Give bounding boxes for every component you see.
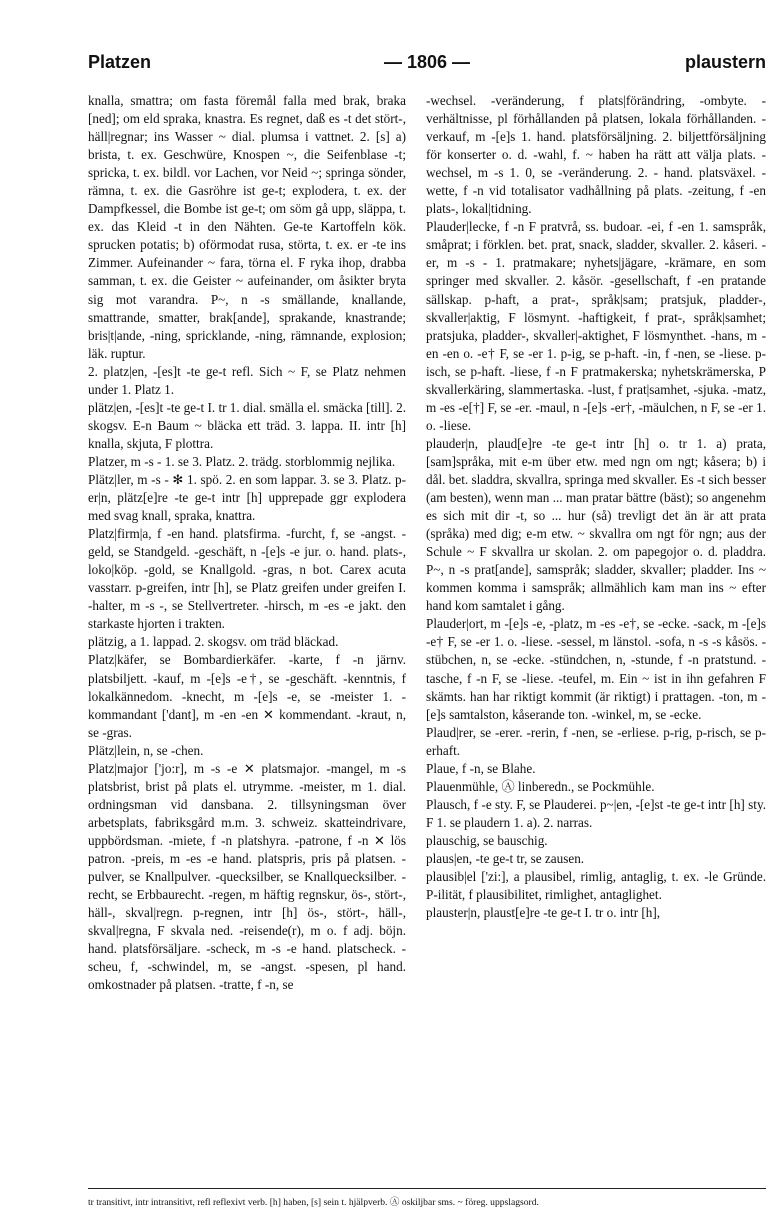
dictionary-entry: plauschig, se bauschig. [426,832,548,848]
dictionary-entry: Plausch, f -e sty. F, se Plauderei. p~|en, -[e]st -te ge-t intr [h] sty. F 1. se plaudern 1. a). 2. narras. [426,796,766,830]
dictionary-entry: plausib|el ['zi:], a plausibel, rimlig, antaglig, t. ex. -le Gründe. P-ilität, f plausibilitet, rimlighet, antaglighet. [426,869,766,903]
dictionary-entry: plauster|n, plaust[e]re -te ge-t I. tr o. intr [h], [426,905,661,921]
dictionary-entry: Plätz|ler, m -s - ✻ 1. spö. 2. en som lappar. 3. se 3. Platz. p-er|n, plätz[e]re -te ge-t intr [h] upprepade ggr explodera med svag knall, spraka, knattra. [88,471,406,524]
footer-divider [88,1188,766,1189]
dictionary-entry: Plauenmühle, Ⓐ linberedn., se Pockmühle. [426,778,655,794]
dictionary-entry: plätzig, a 1. lappad. 2. skogsv. om träd bläckad. [88,634,339,650]
dictionary-entry: plaus|en, -te ge-t tr, se zausen. [426,850,585,866]
dictionary-entry: Plaud|rer, se -erer. -rerin, f -nen, se -erliese. p-rig, p-risch, se p-erhaft. [426,724,766,758]
page-header [88,52,766,82]
dictionary-entry: Plaue, f -n, se Blahe. [426,760,536,776]
dictionary-entry: plauder|n, plaud[e]re -te ge-t intr [h] o. tr 1. a) prata, [sam]språka, mit e-m über etw. med ngn om ngt; kåsera; b) i dål. bet. sladdra, skvallra, springa med skvaller. Es -t sich besser (am besten), wenn man ... man pratar bättre (bäst); so angenehm es sich mit dir -t, so ... hur (så) trevligt det än är att prata (språka) med dig; e-m etw. ~ skvallra om ngt för ngn; aus der Schule ~ F skvallra ur skolan. 2. om papegojor o. d. pladdra. P~, n -s prat[ande], samspråk; sladder, skvaller; pladder. Ins ~ kommen komma i samspråk; allmählich kam man ins ~ efter hand kom samtalet i gång. [426,435,766,614]
header-right-guideword: plaustern [684,52,766,72]
dictionary-entry: -wechsel. -veränderung, f plats|förändring, -ombyte. -verhältnisse, pl förhållanden på platsen, lokala förhållanden. -verkauf, m -[e]s 1. hand. platsförsäljning. 2. biljettförsäljning för konserter o. d. -wahl, f. ~ haben ha rätt att välja plats. -wechsel, m -s 1. 0, se -veränderung. 2. - hand. platsväxel. -wette, f -n vid totalisator vadhållning på plats. -zeitung, f -en plats-, lokal|tidning. [426,93,766,217]
dictionary-entry: Platz|major ['jo:r], m -s -e ✕ platsmajor. -mangel, m -s platsbrist, brist på plats el. utrymme. -meister, m 1. dial. ordningsman vid dansbana. 2. tillsyningsman över arbetsplats, fabriksgård m.m. 3. schweiz. skatteindrivare, uppbördsman. -miete, f -n platshyra. -patrone, f -n ✕ lös patron. -preis, m -es -e hand. platspris, pris på platsen. -pulver, se Knallpulver. -quecksilber, se Knallquecksilber. -recht, se Erbbaurecht. -regen, m häftig regnskur, ös-, stört-, häll-, skval|regn. p-regnen, intr [h] ös-, stört-, häll-, skval|regna, F skvala ned. -reisende(r), m o. f adj. böjn. hand. platsförsäljare. -scheck, m -s -e hand. platscheck. -scheu, f, -schwindel, m, se -angst. -spesen, pl hand. omkostnader på platsen. -tratte, f -n, se [88,760,406,993]
dictionary-entry: knalla, smattra; om fasta föremål falla med brak, braka [ned]; om eld spraka, knastra. Es regnet, daß es -t det stört-, häll|regnar; ins Wasser ~ dial. plumsa i vattnet. 2. [s] a) brista, t. ex. Geschwüre, Knospen ~, die Seifenblase -t; spricka, t. ex. bildl. vor Lachen, vor Neid ~; springa sönder, rämna, t. ex. die Gasröhre ist ge-t; explodera, t. ex. der Dampfkessel, die Bombe ist ge-t; om söm gå upp, släppa, t. ex. das Kleid -t in den Nähten. Ge-te Kartoffeln kök. sprucken potatis; b) oförmodat rusa, störta, t. ex. er -te ins Zimmer. Aufeinander ~ fara, törna el. F ryka ihop, drabba samman, t. ex. die Geister ~ aufeinander, om åsikter bryta sig mot varandra. P~, n -s smällande, knallande, smattrande, smatter, brak[ande], sprakande, knastrande; bris|t|ande, -ning, spricklande, -ning, rämnande, explosion; läk. ruptur. [88,93,406,361]
header-left-guideword: Platzen [88,52,152,72]
dictionary-entry: plätz|en, -[es]t -te ge-t I. tr 1. dial. smälla el. smäcka [till]. 2. skogsv. E-n Baum ~ bläcka ett träd. 3. lappa. II. intr [h] knalla, skjuta, F plottra. [88,399,406,451]
dictionary-entry: Platz|käfer, se Bombardierkäfer. -karte, f -n järnv. platsbiljett. -kauf, m -[e]s -e†, se -geschäft. -kenntnis, f lokalkännedom. -knecht, m -[e]s -e, se -meister 1. -kommandant ['dant], m -en -en ✕ kommendant. -kraut, n, se -gras. [88,652,406,740]
dictionary-entry: 2. platz|en, -[es]t -te ge-t refl. Sich ~ F, se Platz nehmen under 1. Platz 1. [88,363,406,397]
dictionary-entry: Plätz|lein, n, se -chen. [88,742,204,758]
right-column [426,92,766,922]
left-column [88,92,406,994]
page-number: — 1806 — [383,52,471,72]
dictionary-entry: Platzer, m -s - 1. se 3. Platz. 2. trädg. storblommig nejlika. [88,453,396,469]
dictionary-entry: Plauder|ort, m -[e]s -e, -platz, m -es -e†, se -ecke. -sack, m -[e]s -e† F, se -er 1. o. -liese. -sessel, m länstol. -sofa, n -s -s kåsös. -stübchen, n, se -ecke. -stündchen, n, -stunde, f -n pratstund. -tasche, f -n F, se -liese. -teufel, m. Ein ~ ist in ihn gefahren F skämts. han har riktigt kommit (är riktigt) i prattagen. -ton, m -[e]s samtalston, kåserande ton. -winkel, m, se -ecke. [426,616,766,722]
dictionary-entry: Platz|firm|a, f -en hand. platsfirma. -furcht, f, se -angst. -geld, se Standgeld. -geschäft, n -[e]s -e jur. o. hand. plats-, loko|köp. -gold, se Knallgold. -gras, n bot. Carex acuta vasstarr. p-greifen, intr [h], se Platz greifen under greifen I. -halter, m -s -, se Stellvertreter. -hirsch, m -es -e jakt. den starkaste hjorten i trakten. [88,526,406,632]
dictionary-entry: Plauder|lecke, f -n F pratvrå, ss. budoar. -ei, f -en 1. samspråk, småprat; i förklen. bet. prat, snack, sladder, skvaller. 2. kåseri. -er, m -s - 1. pratmakare; nyhets|jägare, -krämare, en som springer med skvaller. 2. kåsör. -gesellschaft, f -en pratande sällskap. p-haft, a prat-, språk|sam; pratsjuk, pladder-, skvaller|aktig, F lösmynt. -haftigkeit, f prat-, språk|samhet; pratsjuka, pladder-, skvaller|-aktighet, F lösmynthet. -hans, m -en -en o. -e† F, se -er 1. p-ig, se p-haft. -in, f -nen, se -liese. p-isch, se p-haft. -liese, f -n F pratmakerska; nyhetskrämerska, P skvallerkäring, slammertaska. -lust, f prat|samhet, -sjuka. -matz, m -es -e[†] F, se -er. -maul, n -[e]s -er†, -mäulchen, n F, se -er 1. o. -liese. [426,219,766,433]
abbreviation-footer: tr transitivt, intr intransitivt, refl reflexivt verb. [h] haben, [s] sein t. hjälpverb. Ⓐ oskiljbar sms. ~ föreg. uppslagsord. [88,1197,539,1208]
